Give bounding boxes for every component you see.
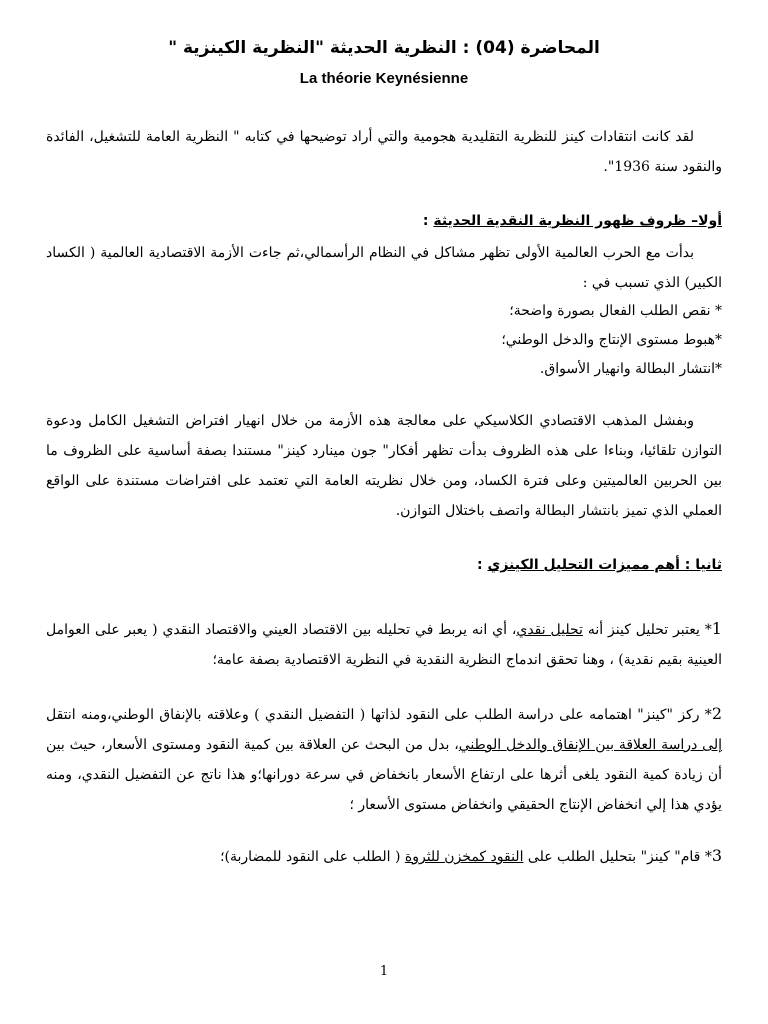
item-text-pre: * قام" كينز" بتحليل الطلب على [523, 849, 712, 865]
item-text-pre: * يعتبر تحليل كينز أنه [582, 622, 712, 638]
bullet-item: *انتشار البطالة وانهيار الأسواق. [539, 361, 722, 377]
section1-intro-paragraph: بدأت مع الحرب العالمية الأولى تظهر مشاكل في النظام الرأسمالي،ثم جاءت الأزمة الاقتصادية العالمية ( الكساد الكبير) الذي تسبب في : [46, 245, 722, 291]
page-subtitle: La théorie Keynésienne [299, 70, 469, 87]
section1-paragraph-2: وبفشل المذهب الاقتصادي الكلاسيكي على معالجة هذه الأزمة من خلال انهيار افتراض التشغيل الكامل ودعوة التوازن تلقائيا، وبناءا على هذه الظروف بدأت تظهر أفكار" جون مينارد كينز" مستندا بصفة أساسية على الظروف ما بين الحربين العالميتين وعلى فترة الكساد، ومن خلال نظريته العامة التي تعتمد على افتراضات مستندة على الواقع العملي الذي تميز بانتشار البطالة واتصف باختلال التوازن. [46, 413, 722, 519]
item-number: 2 [711, 704, 722, 723]
section1-heading-colon: : [422, 213, 434, 229]
list-item [46, 614, 722, 675]
page-number: 1 [379, 964, 389, 979]
intro-paragraph: لقد كانت انتقادات كينز للنظرية التقليدية هجومية والتي أراد توضيحها في كتابه " النظرية العامة للتشغيل، الفائدة والنقود سنة 1936". [46, 129, 722, 175]
list-item [46, 699, 722, 820]
item-number: 3 [711, 846, 722, 865]
section1-heading [423, 213, 722, 229]
item-text-post: ، بدل من البحث عن العلاقة بين كمية النقود ومستوى الأسعار، حيث بين أن زيادة كمية النقود يلغى أثرها على ارتفاع الأسعار بانخفاض في سرعة دورانها؛و هذا ناتج عن التفضيل النقدي، ومنه يؤدي هذا إلي انخفاض الإنتاج الحقيقي وانخفاض مستوى الأسعار ؛ [46, 737, 722, 813]
section2-heading [477, 557, 722, 573]
item-text-underlined: تحليل نقدي [516, 622, 583, 638]
section2-heading-colon: : [477, 557, 488, 573]
item-text-pre: * ركز "كينز" اهتمامه على دراسة الطلب على النقود لذاتها ( التفضيل النقدي ) وعلاقته بالإنفاق الوطني،ومنه انتقل [46, 707, 712, 723]
list-item [46, 841, 722, 872]
section1-heading-text: أولا– ظروف ظهور النظرية النقدية الحديثة [433, 213, 722, 229]
section2-heading-text: ثانيا : أهم مميزات التحليل الكينزي [487, 557, 722, 573]
item-text-post: ( الطلب على النقود للمضاربة)؛ [220, 849, 405, 865]
item-number: 1 [711, 619, 722, 638]
item-text-underlined: النقود كمخزن للثروة [404, 849, 524, 865]
bullet-item: *هبوط مستوى الإنتاج والدخل الوطني؛ [501, 332, 722, 348]
item-text-post: ، أي انه يربط في تحليله بين الاقتصاد العيني والاقتصاد النقدي ( يعبر على العوامل العينية بقيم نقدية) ، وهنا تحقق اندماج النظرية النقدية في النظرية الاقتصادية بصفة عامة؛ [46, 622, 722, 668]
page-title: المحاضرة (04) : النظرية الحديثة "النظرية الكينزية " [168, 38, 600, 58]
item-text-underlined: إلى دراسة العلاقة بين الإنفاق والدخل الوطني [458, 737, 722, 753]
bullet-item: * نقص الطلب الفعال بصورة واضحة؛ [509, 303, 722, 319]
